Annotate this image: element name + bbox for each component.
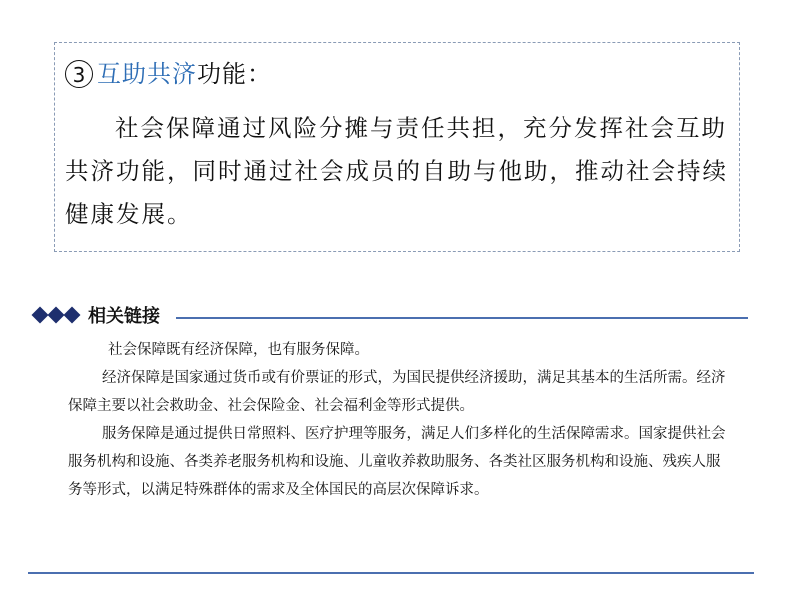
diamond-bullets-icon bbox=[34, 309, 82, 321]
paragraph-service: 服务保障是通过提供日常照料、医疗护理等服务，满足人们多样化的生活保障需求。国家提供社会服务机构和设施、各类养老服务机构和设施、儿童收养救助服务、各类社区服务机构和设施、残疾人服务等形式，以满足特殊群体的需求及全体国民的高层次保障诉求。 bbox=[68, 426, 726, 498]
related-links-header bbox=[34, 303, 748, 331]
paragraph-intro: 社会保障既有经济保障，也有服务保障。 bbox=[108, 342, 369, 358]
diamond-icon bbox=[64, 307, 81, 324]
box-body-text: 社会保障通过风险分摊与责任共担，充分发挥社会互助共济功能，同时通过社会成员的自助与他助，推动社会持续健康发展。 bbox=[65, 114, 728, 228]
bottom-divider bbox=[28, 572, 754, 574]
box-title bbox=[65, 57, 272, 91]
circled-number: 3 bbox=[65, 60, 93, 88]
related-links-content bbox=[68, 336, 728, 504]
header-divider bbox=[176, 317, 748, 319]
function-box bbox=[54, 42, 740, 252]
paragraph-economic: 经济保障是国家通过货币或有价票证的形式，为国民提供经济援助，满足其基本的生活所需。经济保障主要以社会救助金、社会保险金、社会福利金等形式提供。 bbox=[68, 370, 726, 414]
diamond-icon bbox=[32, 307, 49, 324]
diamond-icon bbox=[48, 307, 65, 324]
related-links-title: 相关链接 bbox=[88, 306, 160, 327]
title-highlight: 互助共济 bbox=[97, 60, 197, 88]
title-suffix: 功能： bbox=[197, 60, 272, 88]
